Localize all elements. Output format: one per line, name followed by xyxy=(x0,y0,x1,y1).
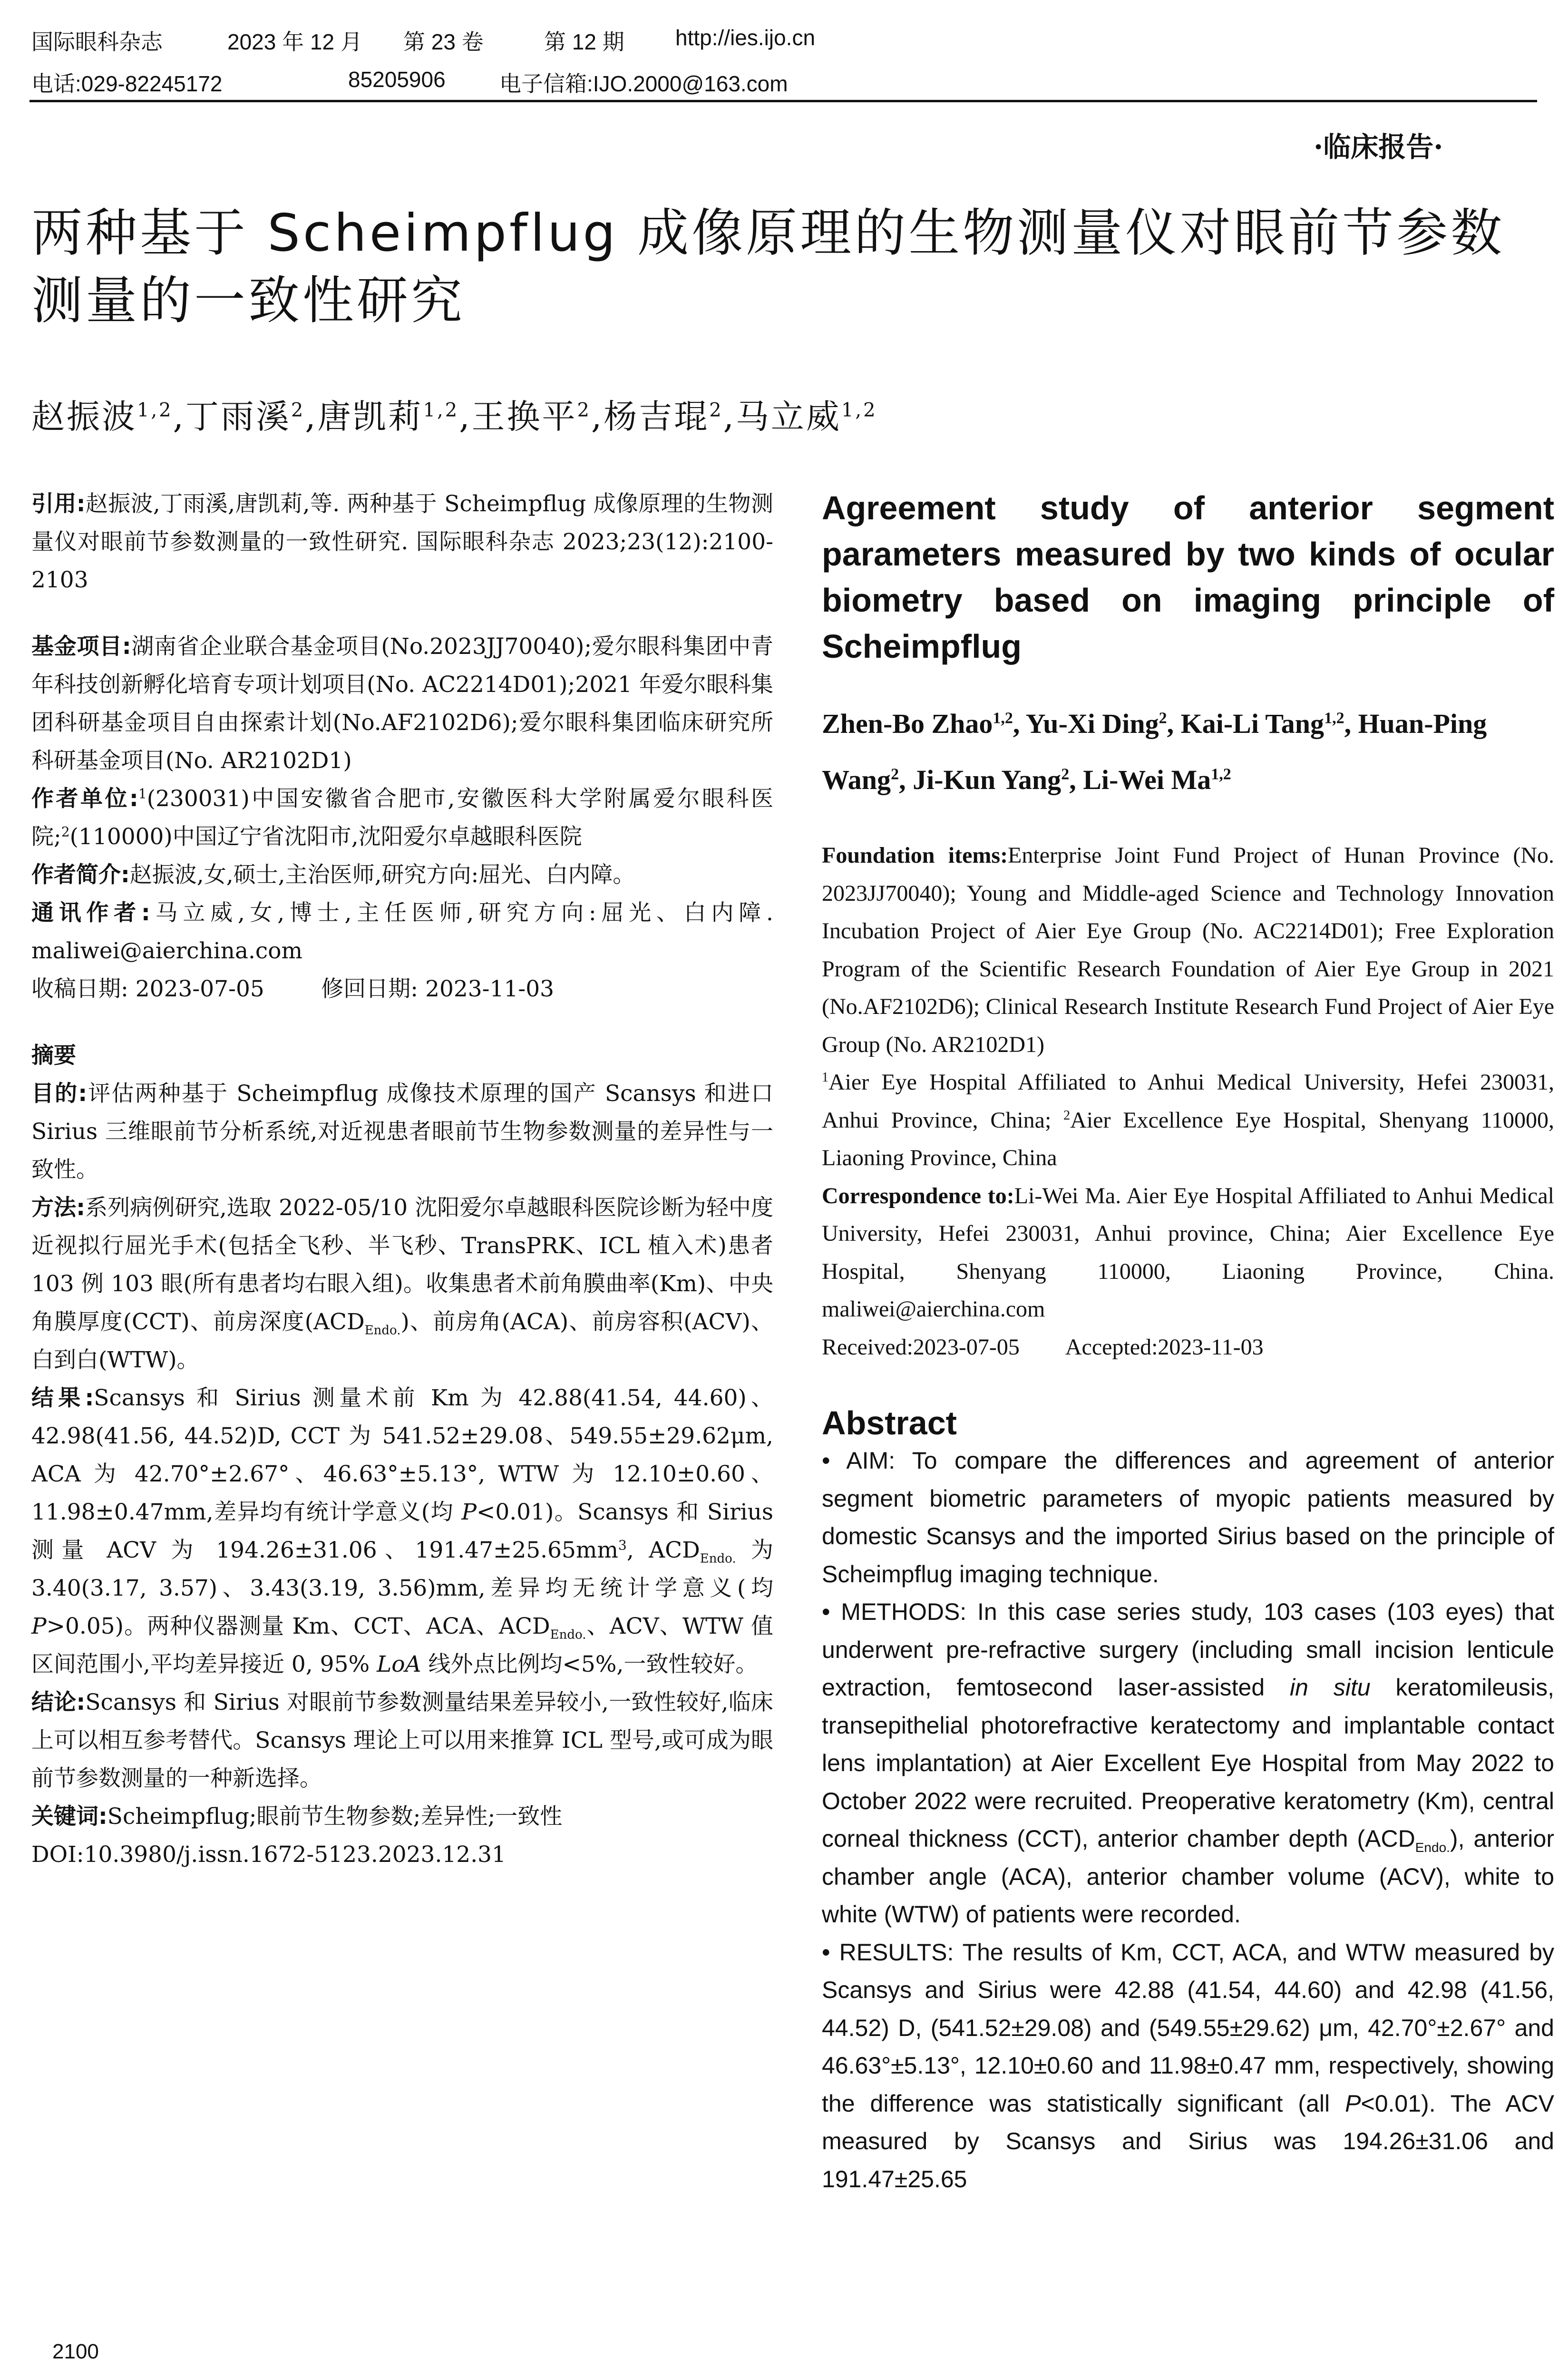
citation-label: 引用: xyxy=(31,491,86,517)
fund-text: 湖南省企业联合基金项目(No.2023JJ70040);爱尔眼科集团中青年科技创新孵化培育专项计划项目(No. AC2214D01);2021 年爱尔眼科集团科研基金项目自由探索计划(No.AF2102D6);爱尔眼科集团临床研究所科研基金项目(No. AR2102D1) xyxy=(31,633,773,774)
fund-items xyxy=(31,628,773,780)
p-value-symbol: P xyxy=(31,1613,47,1639)
methods-en xyxy=(822,1593,1554,1934)
author-affiliation: 1,2 xyxy=(1211,765,1231,783)
results-text: >0.05)。两种仪器测量 Km、CCT、ACA、ACD xyxy=(46,1613,550,1639)
fund-label: 基金项目: xyxy=(31,633,131,660)
aim-label: 目的: xyxy=(31,1081,88,1107)
unit-text: (230031)中国安徽省合肥市,安徽医科大学附属爱尔眼科医院; xyxy=(31,786,774,850)
affiliation-text: Aier Eye Hospital Affiliated to Anhui Medical University, Hefei 230031, Anhui Province, China; xyxy=(822,1070,1554,1133)
author-affiliation: 2 xyxy=(577,399,591,421)
author-affiliation: 1,2 xyxy=(423,399,459,421)
author-affiliation: 2 xyxy=(1159,709,1167,727)
author-affiliation: 2 xyxy=(891,765,899,783)
author-affiliation: 2 xyxy=(709,399,723,421)
correspondence-label: Correspondence to: xyxy=(822,1183,1014,1208)
author-name: 马立威 xyxy=(735,397,841,436)
methods-text: • METHODS: In this case series study, 103 cases (103 eyes) that underwent pre-refractive surgery (including small incision lenticule extraction, femtosecond laser-assisted xyxy=(822,1598,1554,1701)
journal-url[interactable]: http://ies.ijo.cn xyxy=(675,25,816,50)
corr-label: 通讯作者: xyxy=(31,900,150,926)
aim-text: 评估两种基于 Scheimpflug 成像技术原理的国产 Scansys 和进口 Sirius 三维眼前节分析系统,对近视患者眼前节生物参数测量的差异性与一致性。 xyxy=(31,1081,774,1183)
issue-number: 第 12 期 xyxy=(544,29,624,54)
foundation-label: Foundation items: xyxy=(822,843,1008,868)
results-text: 为 3.40(3.17, 3.57)、3.43(3.19, 3.56)mm,差异均无统计学意义(均 xyxy=(31,1537,773,1601)
left-column xyxy=(31,485,773,1874)
results-en xyxy=(822,1934,1554,2199)
loa-symbol: LoA xyxy=(377,1651,421,1677)
foundation-text: Enterprise Joint Fund Project of Hunan Province (No. 2023JJ70040); Young and Middle-aged Science and Technology Innovation Incubation Project of Aier Eye Group (No. AC2214D01); Free Exploration Program of the Scientific Research Foundation of Aier Eye Group in 2021 (No.AF2102D6); Clinical Research Institute Research Fund Project of Aier Eye Group (No. AR2102D1) xyxy=(822,843,1554,1057)
authors-cn: 赵振波$^{1,2}$,丁雨溪$^2$,唐凯莉$^{1,2}$,王换平$^2$,杨吉琨$^2$,马立威$^{1,2}$ xyxy=(31,397,877,436)
abstract-heading-en: Abstract xyxy=(822,1404,957,1442)
methods-text: 系列病例研究,选取 2022-05/10 沈阳爱尔卓越眼科医院诊断为轻中度近视拟行屈光手术(包括全飞秒、半飞秒、TransPRK、ICL 植入术)患者 103 例 103 眼(所有患者均右眼入组)。收集患者术前角膜曲率(Km)、中央角膜厚度(CCT)、前房深度(ACD xyxy=(31,1195,774,1335)
dates xyxy=(31,970,773,1008)
author-name: Ji-Kun Yang xyxy=(913,764,1062,795)
results-cn xyxy=(31,1379,773,1684)
abstract-heading-cn: 摘要 xyxy=(31,1042,76,1069)
conclusion-label: 结论: xyxy=(31,1689,86,1715)
results-label: 结果: xyxy=(31,1385,94,1411)
in-situ-term: in situ xyxy=(1290,1674,1371,1701)
methods-cn xyxy=(31,1189,773,1379)
author-affiliation: 1,2 xyxy=(993,709,1013,727)
received-date: 收稿日期: 2023-07-05 xyxy=(31,976,264,1002)
bio-label: 作者简介: xyxy=(31,862,130,888)
unit-label: 作者单位: xyxy=(31,786,138,812)
correspondence-en xyxy=(822,1177,1554,1328)
author-affiliation: 1,2 xyxy=(1324,709,1344,727)
doi[interactable]: DOI:10.3980/j.issn.1672-5123.2023.12.31 xyxy=(31,1841,506,1868)
author-name: 杨吉琨 xyxy=(604,397,710,436)
p-value-symbol: P xyxy=(461,1499,477,1525)
received-date: Received:2023-07-05 xyxy=(822,1334,1020,1360)
bio-text: 赵振波,女,硕士,主治医师,研究方向:屈光、白内障。 xyxy=(129,862,635,888)
contact-email[interactable]: 电子信箱:IJO.2000@163.com xyxy=(499,71,788,96)
methods-text: ), anterior chamber angle (ACA), anterior chamber volume (ACV), white to white (WTW) of patients were recorded. xyxy=(822,1825,1554,1928)
affiliation-mark: 2 xyxy=(61,824,70,840)
methods-label: 方法: xyxy=(31,1195,86,1221)
section-tag: ·临床报告· xyxy=(1314,131,1443,163)
corr-text: 马立威,女,博士,主任医师,研究方向:屈光、白内障. maliwei@aierchina.com xyxy=(31,900,773,964)
results-text: <0.01)。Scansys 和 Sirius 测量 ACV 为 194.26±31.06、191.47±25.65mm xyxy=(31,1499,773,1563)
foundation-items xyxy=(822,837,1554,1063)
author-name: Kai-Li Tang xyxy=(1180,708,1325,739)
methods-text: )、前房角(ACA)、前房容积(ACV)、白到白(WTW)。 xyxy=(31,1309,774,1373)
affiliations-en xyxy=(822,1063,1554,1177)
keywords-label: 关键词: xyxy=(31,1803,107,1830)
subscript: Endo. xyxy=(700,1551,736,1566)
author-name: Li-Wei Ma xyxy=(1083,764,1211,795)
methods-text: keratomileusis, transepithelial photorefractive keratectomy and implantable contact lens implantation) at Aier Excellent Eye Hospital from May 2022 to October 2022 were recruited. Preoperative keratometry (Km), central corneal thickness (CCT), anterior chamber depth (ACD xyxy=(822,1674,1554,1852)
keywords-text: Scheimpflug;眼前节生物参数;差异性;一致性 xyxy=(107,1803,563,1830)
citation-text: 赵振波,丁雨溪,唐凯莉,等. 两种基于 Scheimpflug 成像原理的生物测量仪对眼前节参数测量的一致性研究. 国际眼科杂志 2023;23(12):2100-2103 xyxy=(31,491,774,593)
results-text: • RESULTS: The results of Km, CCT, ACA, and WTW measured by Scansys and Sirius were 42.88 (41.54, 44.60) and 42.98 (41.56, 44.52) D, (541.52±29.08) and (549.55±29.62) μm, 42.70°±2.67° and 46.63°±5.13°, 12.10±0.60 and 11.98±0.47 mm, respectively, showing the difference was statistically significant (all xyxy=(822,1939,1554,2117)
author-name: 丁雨溪 xyxy=(185,397,291,436)
author-bio xyxy=(31,856,773,894)
article-title-cn: 两种基于 Scheimpflug 成像原理的生物测量仪对眼前节参数测量的一致性研究 xyxy=(31,204,1505,331)
corresponding-author xyxy=(31,894,773,970)
header-rule xyxy=(29,100,1537,102)
subscript: Endo. xyxy=(1415,1840,1450,1855)
author-name: 赵振波 xyxy=(31,397,137,436)
author-name: Yu-Xi Ding xyxy=(1025,708,1159,739)
superscript: 3 xyxy=(618,1537,627,1553)
page-number: 2100 xyxy=(52,2340,99,2363)
author-units xyxy=(31,780,773,856)
conclusion-text: Scansys 和 Sirius 对眼前节参数测量结果差异较小,一致性较好,临床上可以相互参考替代。Scansys 理论上可以用来推算 ICL 型号,或可成为眼前节参数测量的一种新选择。 xyxy=(31,1689,774,1792)
conclusion-cn xyxy=(31,1684,773,1798)
article-title-en: Agreement study of anterior segment parameters measured by two kinds of ocular biometry based on imaging principle of Scheimpflug xyxy=(822,489,1554,665)
phone: 电话:029-82245172 xyxy=(31,71,223,96)
results-text: 、ACV、WTW 值区间范围小,平均差异接近 0, 95% xyxy=(31,1613,774,1677)
revised-date: 修回日期: 2023-11-03 xyxy=(321,976,555,1002)
right-column xyxy=(822,485,1554,2198)
author-name: Huan-Ping Wang xyxy=(822,708,1487,795)
results-text: , ACD xyxy=(626,1537,700,1563)
subscript: Endo. xyxy=(550,1627,586,1642)
aim-en: • AIM: To compare the differences and agreement of anterior segment biometric parameters of myopic patients measured by domestic Scansys and the imported Sirius based on the principle of Scheimpflug imaging technique. xyxy=(822,1447,1554,1588)
author-name: 唐凯莉 xyxy=(317,397,423,436)
journal-name: 国际眼科杂志 xyxy=(31,29,163,54)
accepted-date: Accepted:2023-11-03 xyxy=(1065,1334,1264,1360)
subscript: Endo. xyxy=(364,1323,401,1338)
author-affiliation: 1,2 xyxy=(841,399,877,421)
author-affiliation: 2 xyxy=(291,399,305,421)
affiliation-mark: 1 xyxy=(138,786,147,802)
affiliation-text: Aier Excellence Eye Hospital, Shenyang 110000, Liaoning Province, China xyxy=(822,1107,1554,1170)
phone-secondary: 85205906 xyxy=(348,67,446,92)
p-value-symbol: P xyxy=(1345,2090,1361,2117)
volume: 第 23 卷 xyxy=(403,29,484,54)
author-name: 王换平 xyxy=(471,397,577,436)
author-affiliation: 1,2 xyxy=(137,399,173,421)
results-text: 线外点比例均<5%,一致性较好。 xyxy=(421,1651,758,1677)
keywords-cn xyxy=(31,1798,773,1836)
authors-en: Zhen-Bo Zhao$^{1,2}$, Yu-Xi Ding$^2$, Kai-Li Tang$^{1,2}$, Huan-Ping Wang$^2$, Ji-Kun Yang$^2$, Li-Wei Ma$^{1,2}$ xyxy=(822,708,1487,795)
issue-date: 2023 年 12 月 xyxy=(227,29,362,54)
affiliation-mark: 2 xyxy=(1063,1108,1071,1123)
author-name: Zhen-Bo Zhao xyxy=(822,708,993,739)
citation xyxy=(31,485,773,599)
dates-en xyxy=(822,1328,1554,1366)
results-text: <0.01). The ACV measured by Scansys and Sirius was 194.26±31.06 and 191.47±25.65 xyxy=(822,2090,1554,2192)
correspondence-text: Li-Wei Ma. Aier Eye Hospital Affiliated to Anhui Medical University, Hefei 230031, Anhui province, China; Aier Excellence Eye Hospital, Shenyang 110000, Liaoning Province, China. maliwei@aierchina.com xyxy=(822,1183,1555,1322)
aim-cn xyxy=(31,1075,773,1189)
results-text: Scansys 和 Sirius 测量术前 Km 为 42.88(41.54, 44.60)、42.98(41.56, 44.52)D, CCT 为 541.52±29.08、549.55±29.62μm, ACA 为 42.70°±2.67°、46.63°±5.13°, WTW 为 12.10±0.60、11.98±0.47mm,差异均有统计学意义(均 xyxy=(31,1385,774,1525)
author-affiliation: 2 xyxy=(1061,765,1070,783)
unit-text: (110000)中国辽宁省沈阳市,沈阳爱尔卓越眼科医院 xyxy=(69,824,582,850)
affiliation-mark: 1 xyxy=(822,1070,828,1085)
